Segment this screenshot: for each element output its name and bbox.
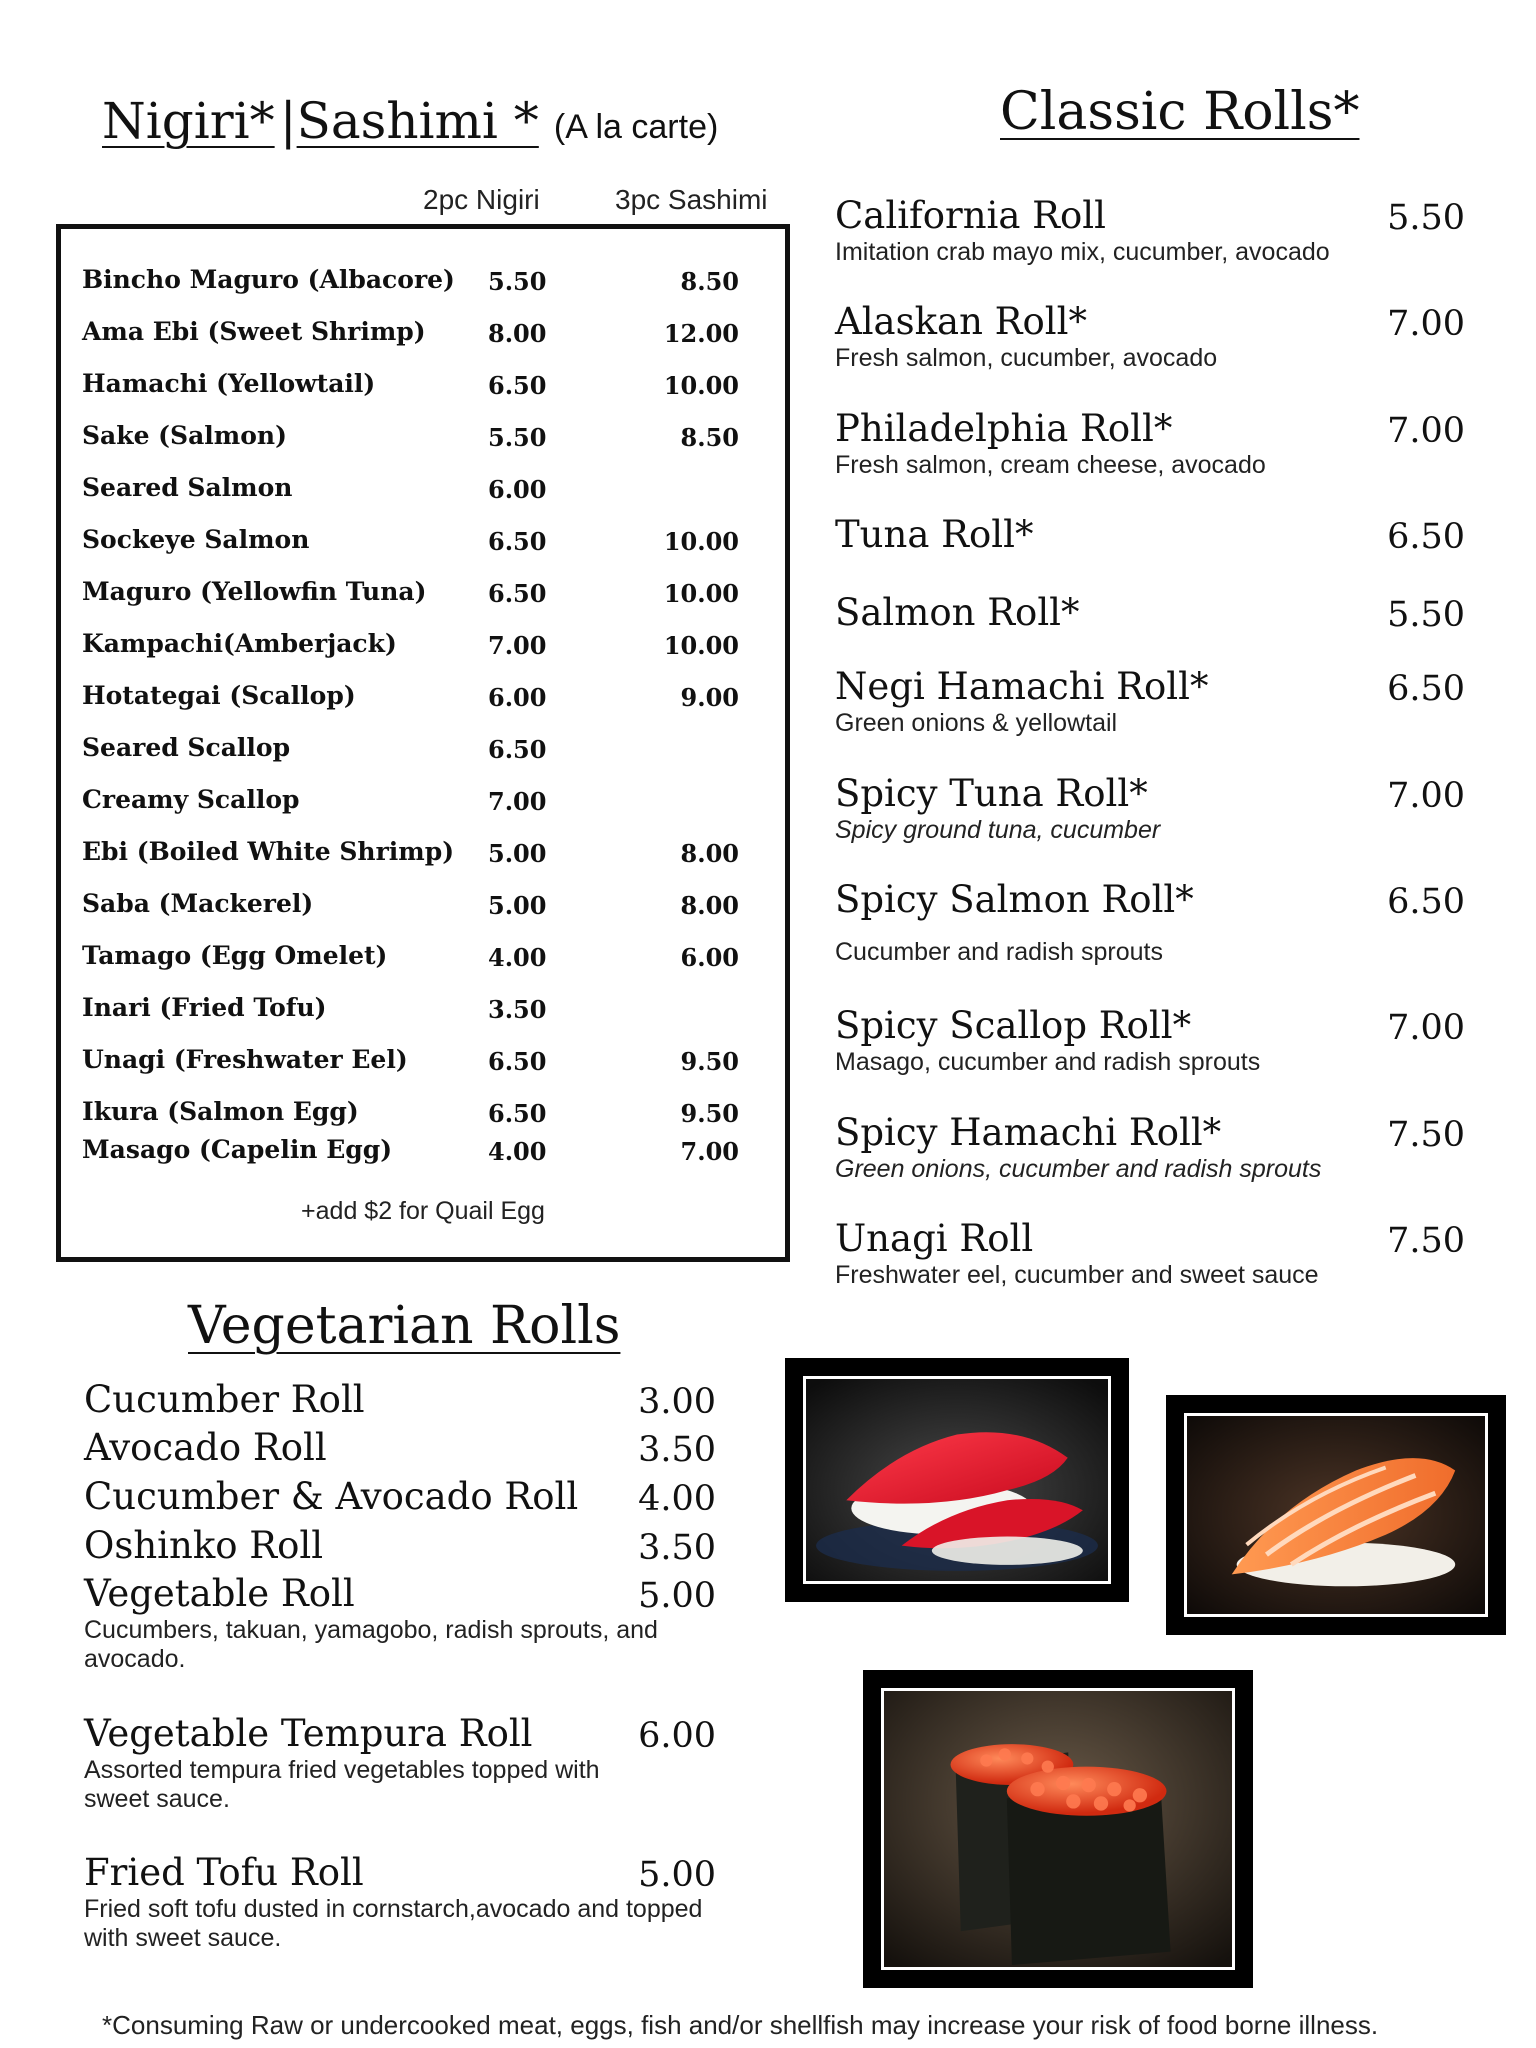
sashimi-price: 8.00 — [680, 891, 739, 920]
classic-roll-item — [835, 300, 1465, 372]
sashimi-price: 10.00 — [663, 371, 739, 400]
roll-price: 3.00 — [638, 1382, 716, 1422]
roll-description: Green onions, cucumber and radish sprouts — [835, 1155, 1322, 1183]
item-name: Hamachi (Yellowtail) — [82, 369, 376, 398]
raw-food-disclaimer: *Consuming Raw or undercooked meat, eggs, fish and/or shellfish may increase your risk of food borne illness. — [102, 2010, 1379, 2040]
classic-roll-item — [835, 1111, 1465, 1183]
classic-roll-item — [835, 513, 1465, 557]
roll-name: Spicy Salmon Roll* — [835, 878, 1194, 921]
classic-roll-item — [835, 1004, 1465, 1076]
roll-name: Vegetable Roll — [84, 1572, 355, 1615]
classic-roll-item — [835, 407, 1465, 479]
nigiri-row — [61, 837, 785, 877]
roll-name: Avocado Roll — [84, 1426, 327, 1469]
classic-roll-item — [835, 665, 1465, 737]
veg-roll-item — [84, 1712, 716, 1814]
roll-price: 7.00 — [1387, 411, 1465, 451]
salmon-nigiri-image — [1187, 1416, 1485, 1614]
sashimi-price: 10.00 — [663, 579, 739, 608]
nigiri-price: 6.00 — [488, 475, 547, 504]
nigiri-row — [61, 629, 785, 669]
nigiri-price: 6.50 — [488, 735, 547, 764]
tuna-nigiri-photo — [785, 1358, 1129, 1602]
nigiri-price: 7.00 — [488, 631, 547, 660]
roll-price: 6.50 — [1387, 669, 1465, 709]
nigiri-price: 6.50 — [488, 527, 547, 556]
ikura-gunkan-image — [884, 1691, 1232, 1967]
sashimi-price: 7.00 — [680, 1137, 739, 1166]
item-name: Seared Scallop — [82, 733, 291, 762]
roll-name: Philadelphia Roll* — [835, 407, 1173, 450]
item-name: Seared Salmon — [82, 473, 293, 502]
nigiri-row — [61, 1097, 785, 1137]
classic-roll-item — [835, 591, 1465, 635]
roll-price: 5.00 — [638, 1855, 716, 1895]
nigiri-row — [61, 733, 785, 773]
nigiri-row — [61, 1135, 785, 1175]
classic-roll-item — [835, 194, 1465, 266]
roll-description: Fresh salmon, cucumber, avocado — [835, 344, 1218, 372]
roll-name: Alaskan Roll* — [835, 300, 1087, 343]
roll-price: 6.00 — [638, 1716, 716, 1756]
roll-price: 7.50 — [1387, 1221, 1465, 1261]
sashimi-price: 6.00 — [680, 943, 739, 972]
nigiri-price: 8.00 — [488, 319, 547, 348]
nigiri-row — [61, 993, 785, 1033]
sashimi-price: 10.00 — [663, 527, 739, 556]
sashimi-price: 12.00 — [663, 319, 739, 348]
nigiri-price: 4.00 — [488, 1137, 547, 1166]
nigiri-price: 4.00 — [488, 943, 547, 972]
roll-description: Spicy ground tuna, cucumber — [835, 816, 1161, 844]
item-name: Saba (Mackerel) — [82, 889, 314, 918]
column-header-sashimi: 3pc Sashimi — [615, 184, 768, 215]
nigiri-price: 6.50 — [488, 1099, 547, 1128]
sashimi-price: 9.50 — [680, 1099, 739, 1128]
nigiri-title: Nigiri* — [102, 92, 275, 150]
item-name: Creamy Scallop — [82, 785, 300, 814]
nigiri-price: 7.00 — [488, 787, 547, 816]
veg-roll-item — [84, 1572, 716, 1674]
nigiri-row — [61, 525, 785, 565]
sashimi-price: 10.00 — [663, 631, 739, 660]
ikura-gunkan-photo — [863, 1670, 1253, 1988]
veg-roll-item — [84, 1475, 716, 1519]
nigiri-row — [61, 941, 785, 981]
nigiri-price: 6.50 — [488, 1047, 547, 1076]
vegetarian-rolls-heading: Vegetarian Rolls — [188, 1296, 621, 1356]
nigiri-row — [61, 889, 785, 929]
sashimi-price: 9.50 — [680, 1047, 739, 1076]
roll-price: 5.50 — [1387, 198, 1465, 238]
classic-roll-item — [835, 878, 1465, 966]
roll-description: Imitation crab mayo mix, cucumber, avocado — [835, 238, 1330, 266]
nigiri-row — [61, 785, 785, 825]
item-name: Inari (Fried Tofu) — [82, 993, 327, 1022]
nigiri-price: 6.50 — [488, 579, 547, 608]
roll-name: Cucumber Roll — [84, 1378, 365, 1421]
roll-description: Cucumber and radish sprouts — [835, 938, 1163, 966]
roll-price: 3.50 — [638, 1430, 716, 1470]
roll-name: Tuna Roll* — [835, 513, 1034, 556]
nigiri-row — [61, 369, 785, 409]
roll-description: Masago, cucumber and radish sprouts — [835, 1048, 1261, 1076]
roll-price: 6.50 — [1387, 517, 1465, 557]
roll-price: 4.00 — [638, 1479, 716, 1519]
item-name: Ikura (Salmon Egg) — [82, 1097, 359, 1126]
veg-roll-item — [84, 1851, 716, 1953]
item-name: Hotategai (Scallop) — [82, 681, 356, 710]
roll-name: Spicy Scallop Roll* — [835, 1004, 1192, 1047]
roll-description: Fresh salmon, cream cheese, avocado — [835, 451, 1266, 479]
nigiri-price: 6.50 — [488, 371, 547, 400]
item-name: Ama Ebi (Sweet Shrimp) — [82, 317, 426, 346]
sashimi-price: 8.50 — [680, 267, 739, 296]
nigiri-row — [61, 1045, 785, 1085]
nigiri-price: 5.00 — [488, 891, 547, 920]
roll-name: Salmon Roll* — [835, 591, 1080, 634]
roll-name: Negi Hamachi Roll* — [835, 665, 1209, 708]
nigiri-sashimi-heading — [102, 92, 718, 150]
sashimi-price: 8.50 — [680, 423, 739, 452]
nigiri-row — [61, 317, 785, 357]
item-name: Bincho Maguro (Albacore) — [82, 265, 455, 294]
roll-name: Cucumber & Avocado Roll — [84, 1475, 579, 1518]
nigiri-price: 5.50 — [488, 267, 547, 296]
roll-price: 7.00 — [1387, 776, 1465, 816]
roll-description: Assorted tempura fried vegetables topped with sweet sauce. — [84, 1756, 600, 1813]
item-name: Sake (Salmon) — [82, 421, 287, 450]
veg-roll-item — [84, 1378, 716, 1422]
nigiri-price: 5.50 — [488, 423, 547, 452]
item-name: Masago (Capelin Egg) — [82, 1135, 393, 1164]
nigiri-row — [61, 577, 785, 617]
roll-description: Fried soft tofu dusted in cornstarch,avocado and topped with sweet sauce. — [84, 1895, 703, 1952]
classic-roll-item — [835, 772, 1465, 844]
column-header-nigiri: 2pc Nigiri — [423, 184, 540, 215]
roll-name: Vegetable Tempura Roll — [84, 1712, 533, 1755]
nigiri-price: 5.00 — [488, 839, 547, 868]
item-name: Unagi (Freshwater Eel) — [82, 1045, 408, 1074]
classic-roll-item — [835, 1217, 1465, 1289]
roll-price: 5.00 — [638, 1576, 716, 1616]
roll-name: Unagi Roll — [835, 1217, 1034, 1260]
nigiri-row — [61, 265, 785, 305]
roll-price: 7.50 — [1387, 1115, 1465, 1155]
sashimi-title: Sashimi * — [296, 92, 539, 150]
roll-price: 3.50 — [638, 1528, 716, 1568]
roll-price: 7.00 — [1387, 304, 1465, 344]
veg-roll-item — [84, 1426, 716, 1470]
nigiri-row — [61, 681, 785, 721]
roll-name: Fried Tofu Roll — [84, 1851, 364, 1894]
item-name: Maguro (Yellowfin Tuna) — [82, 577, 427, 606]
roll-price: 7.00 — [1387, 1008, 1465, 1048]
roll-name: Oshinko Roll — [84, 1524, 324, 1567]
nigiri-price: 3.50 — [488, 995, 547, 1024]
item-name: Tamago (Egg Omelet) — [82, 941, 388, 970]
item-name: Sockeye Salmon — [82, 525, 310, 554]
heading-separator: | — [279, 92, 297, 150]
tuna-nigiri-image — [806, 1379, 1108, 1581]
sashimi-price: 8.00 — [680, 839, 739, 868]
nigiri-price: 6.00 — [488, 683, 547, 712]
roll-name: Spicy Tuna Roll* — [835, 772, 1148, 815]
roll-description: Cucumbers, takuan, yamagobo, radish sprouts, and avocado. — [84, 1616, 658, 1673]
veg-roll-item — [84, 1524, 716, 1568]
a-la-carte-label: (A la carte) — [553, 108, 719, 146]
salmon-nigiri-photo — [1166, 1395, 1506, 1635]
roll-price: 5.50 — [1387, 595, 1465, 635]
item-name: Ebi (Boiled White Shrimp) — [82, 837, 455, 866]
classic-rolls-heading: Classic Rolls* — [1000, 82, 1360, 142]
sashimi-price: 9.00 — [680, 683, 739, 712]
roll-name: California Roll — [835, 194, 1106, 237]
roll-description: Green onions & yellowtail — [835, 709, 1118, 737]
nigiri-row — [61, 421, 785, 461]
roll-description: Freshwater eel, cucumber and sweet sauce — [835, 1261, 1319, 1289]
roll-price: 6.50 — [1387, 882, 1465, 922]
item-name: Kampachi(Amberjack) — [82, 629, 397, 658]
quail-egg-note: +add $2 for Quail Egg — [301, 1197, 545, 1225]
nigiri-row — [61, 473, 785, 513]
roll-name: Spicy Hamachi Roll* — [835, 1111, 1222, 1154]
nigiri-price-table — [56, 224, 790, 1262]
